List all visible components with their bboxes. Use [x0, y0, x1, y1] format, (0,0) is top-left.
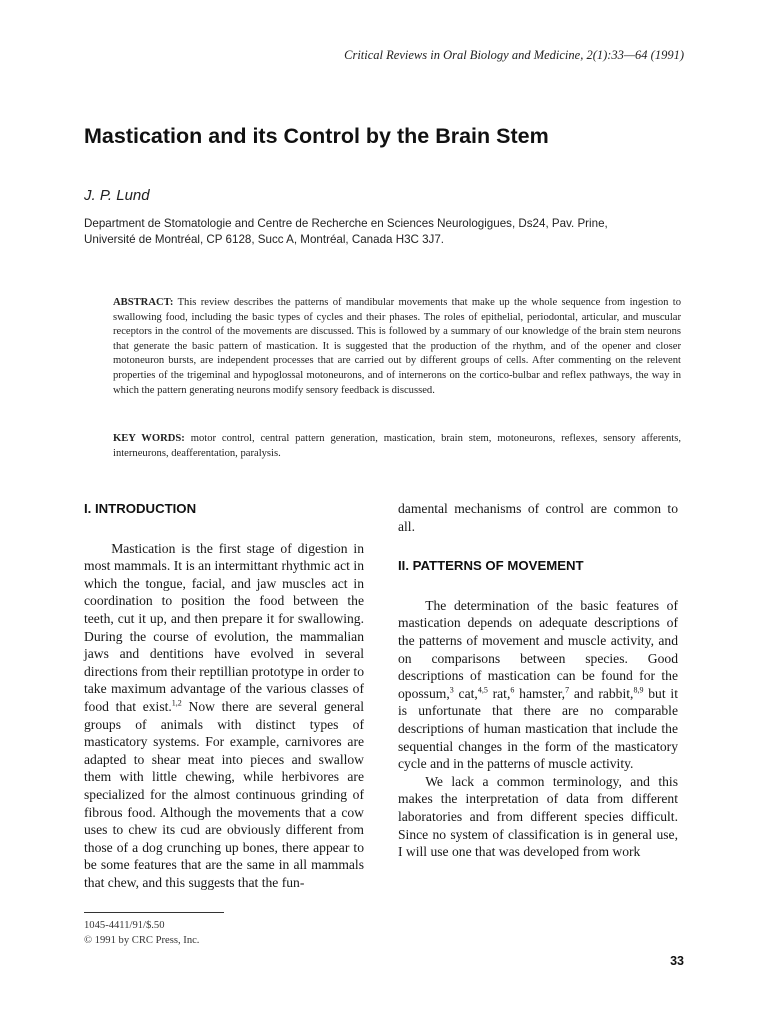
- footer: [84, 918, 199, 948]
- continuation-paragraph: damental mechanisms of control are common to all.: [398, 501, 678, 534]
- citation-ref: 4,5: [477, 685, 488, 695]
- patterns-text: but it is unfortunate that there are no comparable descriptions of human mastication that include the sequential changes in the form of the masticatory cycle and in the patterns of muscle activity.: [398, 685, 678, 772]
- patterns-paragraph-1: [398, 597, 678, 773]
- citation-ref: 3: [449, 685, 454, 695]
- abstract-label: ABSTRACT:: [113, 297, 174, 308]
- introduction-paragraph: [84, 540, 364, 892]
- patterns-text: and rabbit,: [569, 685, 634, 701]
- left-column: [84, 500, 364, 891]
- section-heading-patterns: II. PATTERNS OF MOVEMENT: [398, 558, 584, 574]
- patterns-text: rat,: [487, 685, 511, 701]
- citation-ref: 1,2: [171, 698, 182, 708]
- abstract-text: This review describes the patterns of mandibular movements that make up the whole sequence from ingestion to swallowing food, including the basic types of cycles and their phases. The roles of epithelial, periodontal, articular, and muscular receptors in the control of the movements are discussed. This is followed by a summary of our knowledge of the brain stem neurons that generate the basic pattern of mastication. It is suggested that the production of the rhythm, and of the opener and closer motoneuron bursts, are independent processes that are carried out by different groups of cells. After commenting on the relevent properties of the trigeminal and hypoglossal motoneurons, and of internerons on the cortico-bulbar and reflex pathways, the way in which the pattern generating neurons modify sensory feedback is discussed.: [113, 297, 681, 396]
- citation-ref: 8,9: [633, 685, 644, 695]
- citation-ref: 7: [565, 685, 570, 695]
- patterns-text: The determination of the basic features of mastication depends on adequate descriptions of the patterns of movement and muscle activity, and on comparisons between species. Good descriptions of mastication can be found for the opossum,: [398, 597, 678, 701]
- copyright-line: © 1991 by CRC Press, Inc.: [84, 935, 200, 946]
- author-affiliation: Department de Stomatologie and Centre de Recherche en Sciences Neurologigues, Ds24, Pav. Prine, Université de Montréal, CP 6128, Succ A, Montréal, Canada H3C 3J7.: [84, 217, 608, 246]
- patterns-text: hamster,: [514, 685, 566, 701]
- citation-ref: 6: [510, 685, 515, 695]
- keywords-text: motor control, central pattern generation, mastication, brain stem, motoneurons, reflexes, sensory afferents, interneurons, deafferentation, paralysis.: [113, 433, 682, 459]
- footnote-rule: [84, 912, 224, 913]
- keywords-label: KEY WORDS:: [113, 433, 185, 444]
- issn-line: 1045-4411/91/$.50: [84, 920, 165, 931]
- author-name: J. P. Lund: [84, 187, 150, 204]
- page-number: 33: [670, 954, 684, 968]
- abstract: [113, 296, 681, 398]
- article-title: Mastication and its Control by the Brain Stem: [84, 124, 549, 148]
- patterns-paragraph-2: We lack a common terminology, and this makes the interpretation of data from different laboratories and from different species difficult. Since no system of classification is in general use, I will use one that was developed from work: [398, 773, 678, 860]
- section-heading-introduction: I. INTRODUCTION: [84, 501, 197, 516]
- patterns-text: cat,: [453, 685, 478, 701]
- keywords: [113, 432, 681, 461]
- intro-text-b: Now there are several general groups of animals with distinct types of masticatory systems. For example, carnivores are adapted to shear meat into pieces and swallow them with little chewing, while herbivores are specialized for the almost continuous grinding of fibrous food. Although the movements that a cow uses to chew its cud are obviously different from those of a dog crunching up bones, there appear to be some features that are the same in all mammals that chew, and this suggests that the fun-: [84, 698, 364, 890]
- intro-text-a: Mastication is the first stage of digestion in most mammals. It is an intermittant rhythmic act in which the tongue, facial, and jaw muscles act in coordination to position the food between the teeth, cut it up, and then prepare it for swallowing. During the course of evolution, the mammalian jaws and dentitions have evolved in several directions from their reptillian prototype in order to take maximum advantage of the various classes of food that exist.: [84, 540, 364, 714]
- journal-citation: Critical Reviews in Oral Biology and Medicine, 2(1):33—64 (1991): [344, 48, 684, 62]
- right-column: [398, 500, 678, 861]
